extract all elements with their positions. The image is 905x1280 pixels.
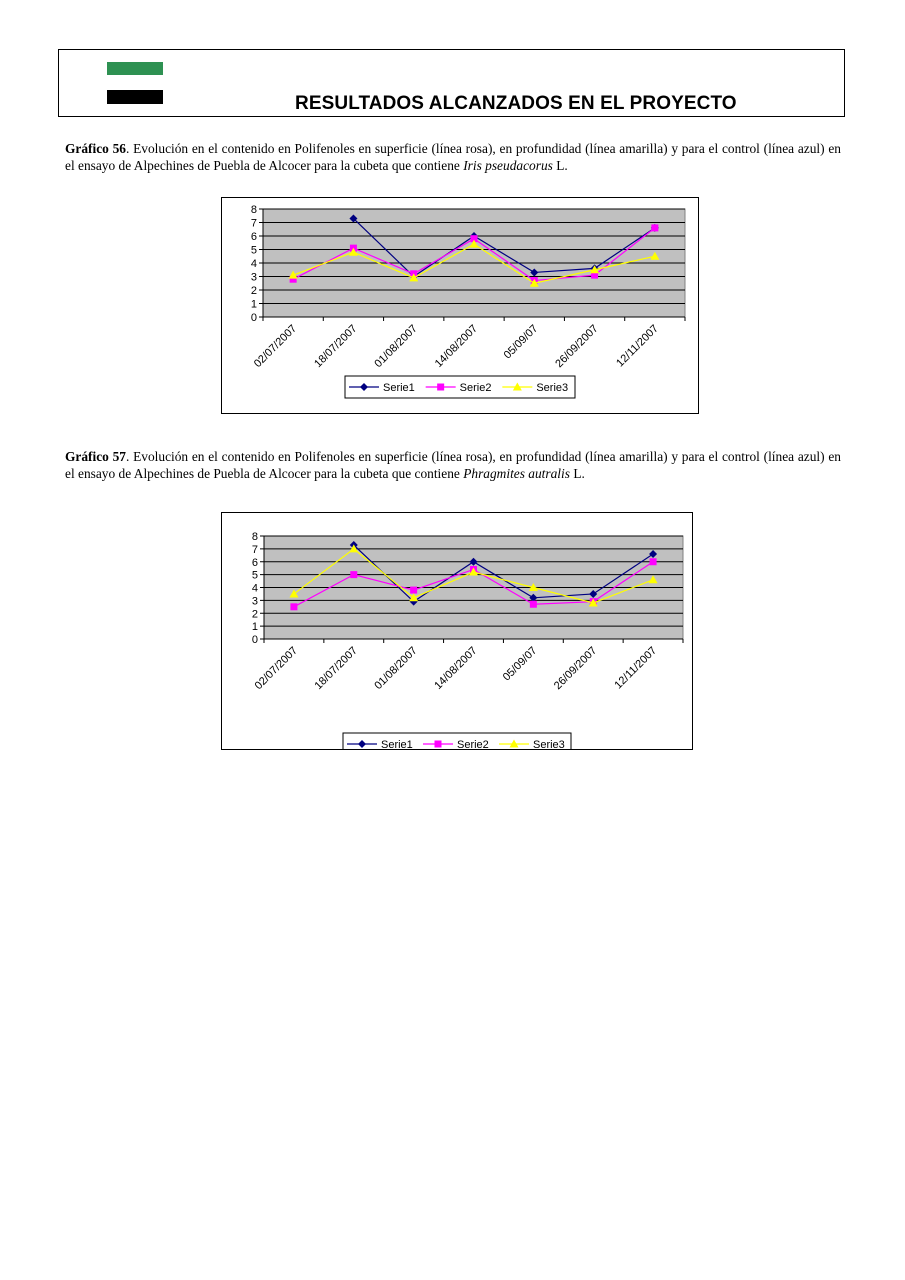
chart-57 xyxy=(221,512,693,750)
y-tick-label: 5 xyxy=(250,244,257,257)
y-tick-label: 8 xyxy=(250,204,257,216)
y-tick-label: 8 xyxy=(251,531,258,543)
page-header xyxy=(58,49,845,117)
y-tick-label: 4 xyxy=(250,258,257,270)
y-tick-label: 0 xyxy=(251,634,258,646)
x-tick-label: 18/07/2007 xyxy=(312,322,360,371)
legend-marker xyxy=(435,741,442,748)
legend-label: Serie3 xyxy=(536,382,569,394)
y-tick-label: 2 xyxy=(250,285,257,297)
y-tick-label: 7 xyxy=(250,217,257,230)
y-tick-label: 5 xyxy=(251,569,258,582)
data-point-serie2 xyxy=(530,601,537,608)
x-tick-label: 26/09/2007 xyxy=(551,644,600,693)
x-tick-label: 18/07/2007 xyxy=(312,644,360,693)
x-tick-label: 14/08/2007 xyxy=(432,644,480,693)
legend-marker xyxy=(437,384,444,391)
data-point-serie2 xyxy=(410,587,417,594)
data-point-serie2 xyxy=(650,558,657,565)
y-tick-label: 2 xyxy=(251,608,258,621)
chart-56-caption xyxy=(65,140,841,174)
y-tick-label: 1 xyxy=(250,298,257,311)
x-tick-label: 12/11/2007 xyxy=(612,644,660,692)
x-tick-label: 05/09/07 xyxy=(501,322,541,362)
caption-species: Phragmites autralis xyxy=(463,466,570,481)
x-tick-label: 14/08/2007 xyxy=(432,322,481,371)
caption-text: . Evolución en el contenido en Polifenoles en superficie (línea rosa), en profundidad (línea amarilla) y para el control (línea azul) en el ensayo de Alpechines de Puebla de Alcocer para la cubeta que contiene xyxy=(65,141,841,173)
x-tick-label: 05/09/07 xyxy=(500,644,540,684)
y-tick-label: 6 xyxy=(251,556,258,569)
legend-label: Serie2 xyxy=(459,382,492,394)
caption-species: Iris pseudacorus xyxy=(463,158,553,173)
caption-text: . Evolución en el contenido en Polifenoles en superficie (línea rosa), en profundidad (línea amarilla) y para el control (línea azul) en el ensayo de Alpechines de Puebla de Alcocer para la cubeta que contiene xyxy=(65,449,841,481)
legend-label: Serie1 xyxy=(381,739,413,749)
x-tick-label: 01/08/2007 xyxy=(372,644,420,693)
chart-56-svg xyxy=(222,198,698,413)
data-point-serie2 xyxy=(651,224,658,231)
x-tick-label: 02/07/2007 xyxy=(251,322,300,371)
y-tick-label: 3 xyxy=(251,595,258,608)
legend-label: Serie2 xyxy=(457,739,489,749)
data-point-serie2 xyxy=(350,571,357,578)
y-tick-label: 6 xyxy=(250,231,257,243)
y-tick-label: 1 xyxy=(251,621,258,634)
x-tick-label: 12/11/2007 xyxy=(614,322,661,370)
caption-label: Gráfico 57 xyxy=(65,449,126,464)
caption-suffix: L. xyxy=(569,466,585,481)
caption-suffix: L. xyxy=(552,158,568,173)
y-tick-label: 7 xyxy=(251,543,258,556)
header-title: RESULTADOS ALCANZADOS EN EL PROYECTO xyxy=(295,93,737,114)
caption-label: Gráfico 56 xyxy=(65,141,126,156)
chart-56 xyxy=(221,197,699,414)
flag-black-stripe xyxy=(107,90,163,104)
flag-green-stripe xyxy=(107,62,163,75)
chart-57-caption xyxy=(65,448,841,482)
x-tick-label: 02/07/2007 xyxy=(252,644,301,693)
x-tick-label: 26/09/2007 xyxy=(553,322,601,371)
x-tick-label: 01/08/2007 xyxy=(372,322,420,371)
data-point-serie2 xyxy=(290,603,297,610)
legend-label: Serie1 xyxy=(383,382,415,394)
chart-57-svg xyxy=(222,513,692,749)
y-tick-label: 4 xyxy=(251,582,258,595)
y-tick-label: 0 xyxy=(250,312,257,324)
legend-label: Serie3 xyxy=(533,739,565,749)
y-tick-label: 3 xyxy=(250,271,257,284)
